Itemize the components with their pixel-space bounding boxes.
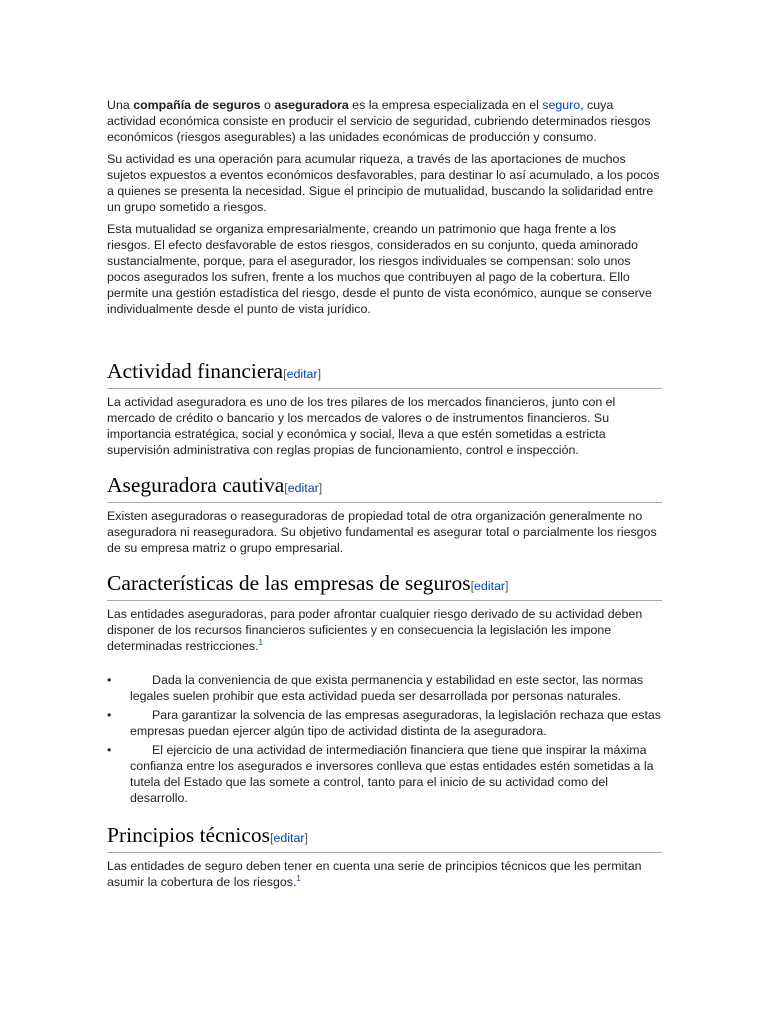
intro-paragraph-1: [107, 97, 662, 145]
edit-link-label[interactable]: editar: [286, 367, 318, 381]
section-heading-caracteristicas: [107, 570, 662, 601]
intro-paragraph-2: Su actividad es una operación para acumular riqueza, a través de las aportaciones de muchos sujetos expuestos a eventos económicos desfavorables, para destinar lo así acumulado, a los pocos a quienes se presenta la necesidad. Sigue el principio de mutualidad, buscando la solidaridad entre un grupo sometido a riesgos.: [107, 152, 660, 214]
section-paragraph-principios: [107, 858, 662, 890]
heading-text: Actividad financiera: [107, 359, 284, 383]
restrictions-list: [107, 672, 662, 806]
list-item-text: Dada la conveniencia de que exista permanencia y estabilidad en este sector, las normas legales suelen prohibir que esta actividad pueda ser desarrollada por personas naturales.: [130, 673, 644, 703]
intro-text: es la empresa especializada en el: [348, 98, 543, 112]
section-paragraph-caracteristicas: [107, 606, 662, 654]
heading-text: Aseguradora cautiva: [107, 473, 285, 497]
intro-text: Una: [107, 98, 134, 112]
list-item: [107, 707, 662, 739]
intro-paragraph-3: Esta mutualidad se organiza empresarialmente, creando un patrimonio que haga frente a los riesgos. El efecto desfavorable de estos riesgos, considerados en su conjunto, queda aminorado sustancialmente, porque, para el asegurador, los riesgos individuales se compensan: solo unos pocos asegurados los sufren, frente a los muchos que contribuyen al pago de la cobertura. Ello permite una gestión estadística del riesgo, desde el punto de vista económico, aunque se conserve individualmente desde el punto de vista jurídico.: [107, 222, 652, 316]
edit-link[interactable]: [editar]: [283, 367, 322, 381]
section-heading-aseguradora-cautiva: [107, 472, 662, 503]
list-item-text: El ejercicio de una actividad de intermediación financiera que tiene que inspirar la máxima confianza entre los asegurados e inversores conlleva que estas entidades estén sometidas a la tutela del Estado que las somete a control, tanto para el inicio de su actividad como del desarrollo.: [130, 743, 654, 805]
heading-text: Principios técnicos: [107, 823, 271, 847]
list-item-text: Para garantizar la solvencia de las empresas aseguradoras, la legislación rechaza que estas empresas puedan ejercer algún tipo de actividad distinta de la aseguradora.: [130, 708, 661, 738]
edit-link[interactable]: [editar]: [270, 831, 308, 845]
edit-link[interactable]: [editar]: [284, 481, 323, 495]
bullet-icon: •: [107, 743, 112, 757]
term-aseguradora: aseguradora: [274, 98, 349, 112]
section-heading-actividad-financiera: [107, 358, 662, 389]
edit-link-label[interactable]: editar: [287, 481, 319, 495]
paragraph-text: Las entidades de seguro deben tener en cuenta una serie de principios técnicos que les permitan asumir la cobertura de los riesgos.: [107, 859, 642, 889]
article-body: [107, 97, 662, 896]
list-item: [107, 672, 662, 704]
section-paragraph-cautiva: Existen aseguradoras o reaseguradoras de propiedad total de otra organización generalmente no aseguradora ni reaseguradora. Su objetivo fundamental es asegurar total o parcialmente los riesgos de su empresa matriz o grupo empresarial.: [107, 509, 657, 555]
heading-text: Características de las empresas de seguros: [107, 571, 471, 595]
reference-marker[interactable]: 1: [258, 637, 263, 647]
reference-marker[interactable]: 1: [296, 873, 301, 883]
section-paragraph-actividad: La actividad aseguradora es uno de los tres pilares de los mercados financieros, junto con el mercado de crédito o bancario y los mercados de valores o de instrumentos financieros. Su importancia estratégica, social y económica y social, lleva a que estén sometidas a estricta supervisión administrativa con reglas propias de funcionamiento, control e inspección.: [107, 395, 616, 457]
seguro-link[interactable]: seguro: [542, 98, 581, 112]
bullet-icon: •: [107, 673, 112, 687]
term-compania-de-seguros: compañía de seguros: [133, 98, 261, 112]
edit-link-label[interactable]: editar: [273, 831, 305, 845]
intro-text: o: [260, 98, 275, 112]
list-item: [107, 742, 662, 806]
section-heading-principios-tecnicos: [107, 822, 662, 853]
edit-link[interactable]: [editar]: [470, 579, 509, 593]
paragraph-text: Las entidades aseguradoras, para poder afrontar cualquier riesgo derivado de su actividad deben disponer de los recursos financieros suficientes y en consecuencia la legislación les impone determinadas restricciones.: [107, 607, 643, 653]
edit-link-label[interactable]: editar: [474, 579, 506, 593]
bullet-icon: •: [107, 708, 112, 722]
intro-text: , cuya actividad económica consiste en producir el servicio de seguridad, cubriendo determinados riesgos económicos (riesgos asegurables) a las unidades económicas de producción y consumo.: [107, 98, 651, 144]
